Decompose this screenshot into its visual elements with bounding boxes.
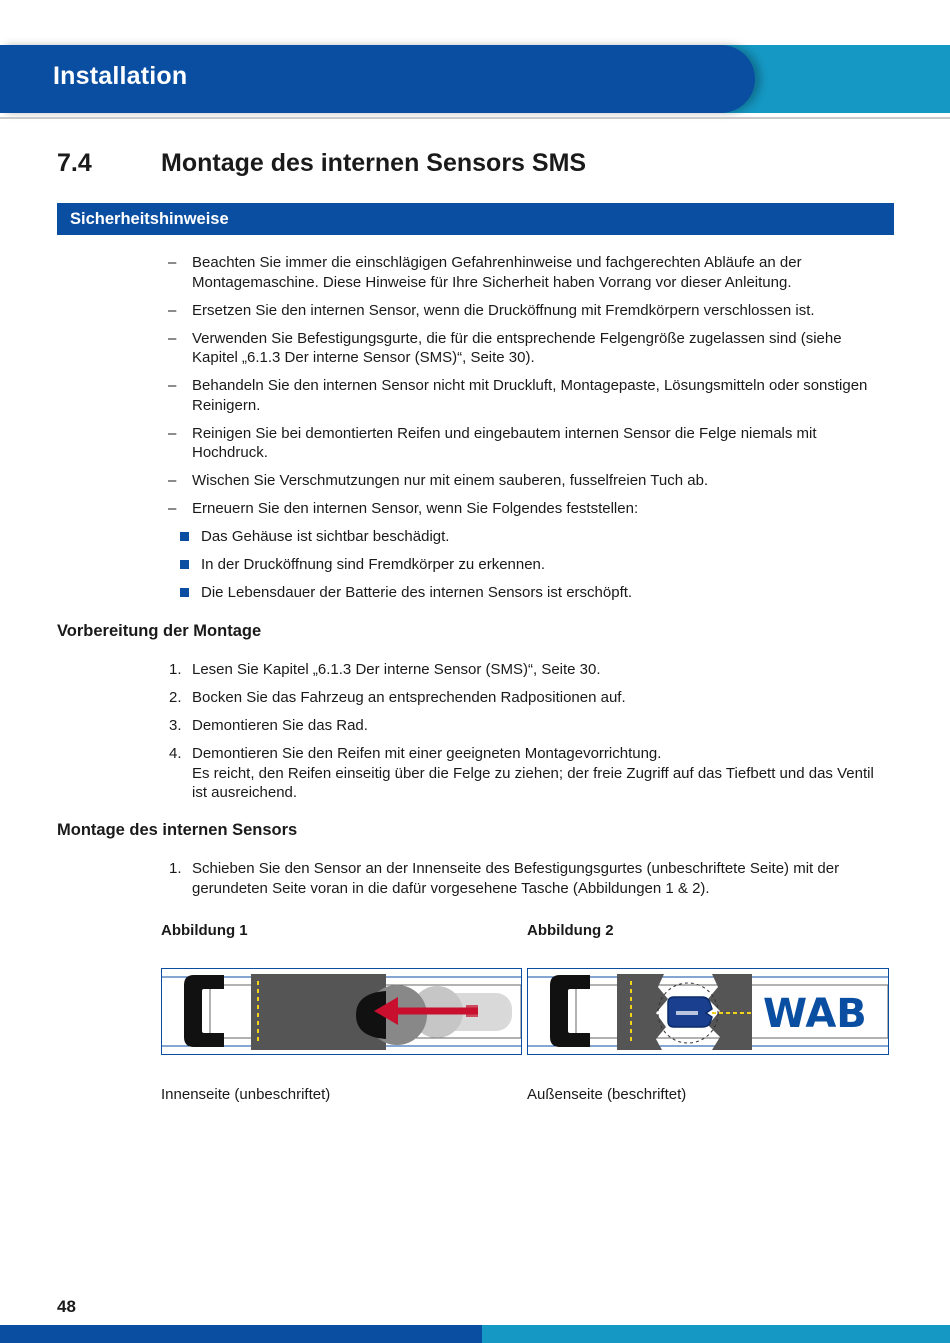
- list-item: Die Lebensdauer der Batterie des internen Sensors ist erschöpft.: [160, 583, 890, 603]
- square-bullet-icon: [180, 588, 189, 597]
- square-bullet-icon: [180, 560, 189, 569]
- footer-band: [0, 1325, 482, 1343]
- strap-outside-illustration: [528, 969, 888, 1054]
- figure-2: [527, 968, 889, 1055]
- section-title: Montage des internen Sensors SMS: [161, 149, 587, 177]
- dash-bullet: –: [168, 500, 177, 517]
- dash-bullet: –: [168, 424, 177, 442]
- list-item: – Verwenden Sie Befestigungsgurte, die für die entsprechende Felgengröße zugelassen sind (siehe Kapitel „6.1.3 Der interne Sensor (SMS)“, Seite 30).: [168, 329, 842, 366]
- list-item: Das Gehäuse ist sichtbar beschädigt.: [160, 527, 890, 547]
- list-item: – Ersetzen Sie den internen Sensor, wenn die Drucköffnung mit Fremdkörpern verschlossen ist.: [168, 301, 815, 319]
- dash-bullet: –: [168, 377, 177, 394]
- list-item: – Erneuern Sie den internen Sensor, wenn Sie Folgendes feststellen:: [168, 500, 639, 517]
- figure-1: [161, 968, 522, 1055]
- dash-bullet: –: [168, 472, 177, 489]
- mounting-steps: [160, 859, 890, 907]
- list-item: 2. Bocken Sie das Fahrzeug an entsprechenden Radpositionen auf.: [169, 689, 626, 706]
- header-divider: [0, 117, 950, 119]
- list-item: – Behandeln Sie den internen Sensor nicht mit Druckluft, Montagepaste, Lösungsmitteln oder sonstigen Reinigern.: [168, 377, 868, 414]
- dash-bullet: –: [168, 254, 177, 271]
- list-item: – Beachten Sie immer die einschlägigen Gefahrenhinweise und fachgerechten Abläufe an der Montagemaschine. Diese Hinweise für Ihre Sicherheit haben Vorrang vor dieser Anleitung.: [168, 254, 802, 291]
- list-item: – Reinigen Sie bei demontierten Reifen und eingebautem internen Sensor die Felge niemals mit Hochdruck.: [168, 424, 817, 461]
- dash-bullet: –: [168, 329, 177, 347]
- list-item: 1. Schieben Sie den Sensor an der Innenseite des Befestigungsgurtes (unbeschriftete Seite) mit der gerundeten Seite voran in die dafür vorgesehene Tasche (Abbildungen 1 & 2).: [169, 860, 840, 897]
- list-item: 4. Demontieren Sie den Reifen mit einer geeigneten Montagevorrichtung. Es reicht, den Reifen einseitig über die Felge zu ziehen; der freie Zugriff auf das Tiefbett und das Ventil ist ausreichend.: [169, 745, 874, 801]
- mounting-heading: Montage des internen Sensors: [57, 821, 298, 839]
- list-item: 3. Demontieren Sie das Rad.: [169, 717, 368, 734]
- safety-heading: Sicherheitshinweise: [70, 210, 229, 228]
- figure-2-label: Abbildung 2: [527, 922, 614, 939]
- dash-bullet: –: [168, 301, 177, 319]
- figure-1-caption: Innenseite (unbeschriftet): [161, 1086, 331, 1103]
- preparation-steps: [160, 660, 890, 811]
- list-item: In der Drucköffnung sind Fremdkörper zu erkennen.: [160, 555, 890, 575]
- safety-sublist: [160, 527, 890, 611]
- figure-1-label: Abbildung 1: [161, 922, 248, 939]
- figure-2-caption: Außenseite (beschriftet): [527, 1086, 687, 1103]
- header-title: Installation: [53, 62, 188, 90]
- wab-logo: WAB: [763, 991, 867, 1037]
- preparation-heading: Vorbereitung der Montage: [57, 622, 262, 640]
- safety-list: [160, 253, 890, 527]
- footer-band-teal: [482, 1325, 950, 1343]
- step-note: Es reicht, den Reifen einseitig über die Felge zu ziehen; der freie Zugriff auf das Tiefbett und das Ventil ist ausreichend.: [192, 764, 874, 801]
- list-item: 1. Lesen Sie Kapitel „6.1.3 Der interne Sensor (SMS)“, Seite 30.: [169, 661, 601, 678]
- list-item: – Wischen Sie Verschmutzungen nur mit einem sauberen, fusselfreien Tuch ab.: [168, 472, 709, 489]
- page-number: 48: [57, 1297, 76, 1316]
- section-number: 7.4: [57, 149, 92, 177]
- safety-heading-bar: [57, 203, 894, 235]
- square-bullet-icon: [180, 532, 189, 541]
- strap-inside-illustration: [162, 969, 521, 1054]
